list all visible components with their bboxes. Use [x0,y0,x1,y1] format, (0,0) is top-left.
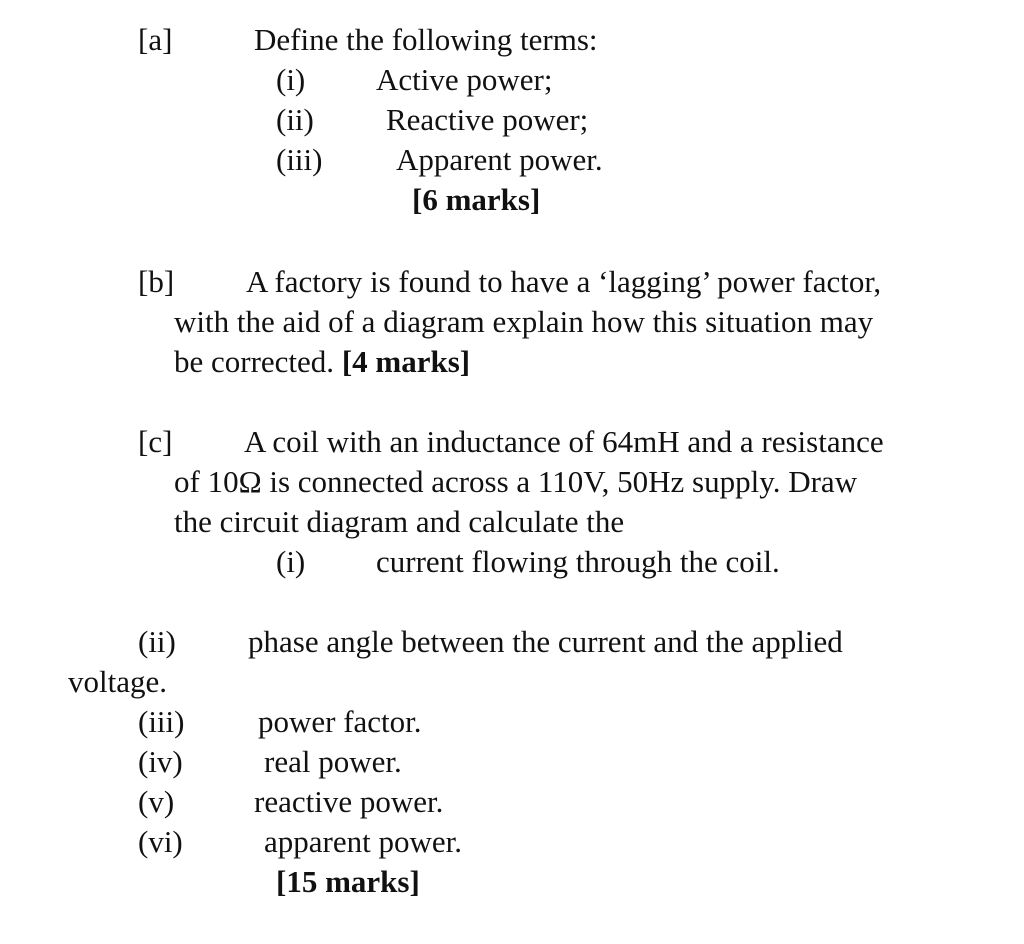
section-b-label: [b] [138,264,175,299]
section-c-line-1: A coil with an inductance of 64mH and a resistance [244,424,884,459]
section-b-marks: [4 marks] [341,344,471,379]
section-c-item-5-text: reactive power. [254,784,444,819]
section-c-label: [c] [138,424,173,459]
section-c-item-1-text: current flowing through the coil. [376,544,780,579]
section-c-line-2: of 10Ω is connected across a 110V, 50Hz supply. Draw [174,464,858,499]
section-a-item-1-text: Active power; [376,62,553,97]
section-b-line-2: with the aid of a diagram explain how this situation may [174,304,874,339]
section-c-item-5-number: (v) [138,784,175,819]
section-c-item-3-text: power factor. [258,704,422,739]
section-a-item-1-number: (i) [276,62,306,97]
section-a-marks: [6 marks] [412,182,541,217]
section-a-item-2-number: (ii) [276,102,314,137]
section-a-item-3-number: (iii) [276,142,323,177]
section-c-item-4-number: (iv) [138,744,183,779]
section-a-prompt: Define the following terms: [254,22,598,57]
section-a-item-3-text: Apparent power. [396,142,603,177]
section-c-item-2-number: (ii) [138,624,176,659]
section-b-line-3 [174,342,470,382]
section-c-item-2-continuation: voltage. [68,664,167,699]
section-a-label: [a] [138,22,173,57]
section-c-item-1-number: (i) [276,544,306,579]
section-c-item-6-text: apparent power. [264,824,462,859]
section-c-item-3-number: (iii) [138,704,185,739]
section-c-item-6-number: (vi) [138,824,183,859]
section-b-line-3-text: be corrected. [174,344,335,379]
section-b-line-1: A factory is found to have a ‘lagging’ power factor, [246,264,882,299]
section-c-item-4-text: real power. [264,744,402,779]
section-a-item-2-text: Reactive power; [386,102,589,137]
section-c-item-2-text: phase angle between the current and the applied [248,624,843,659]
section-c-line-3: the circuit diagram and calculate the [174,504,625,539]
section-c-marks: [15 marks] [276,864,420,899]
